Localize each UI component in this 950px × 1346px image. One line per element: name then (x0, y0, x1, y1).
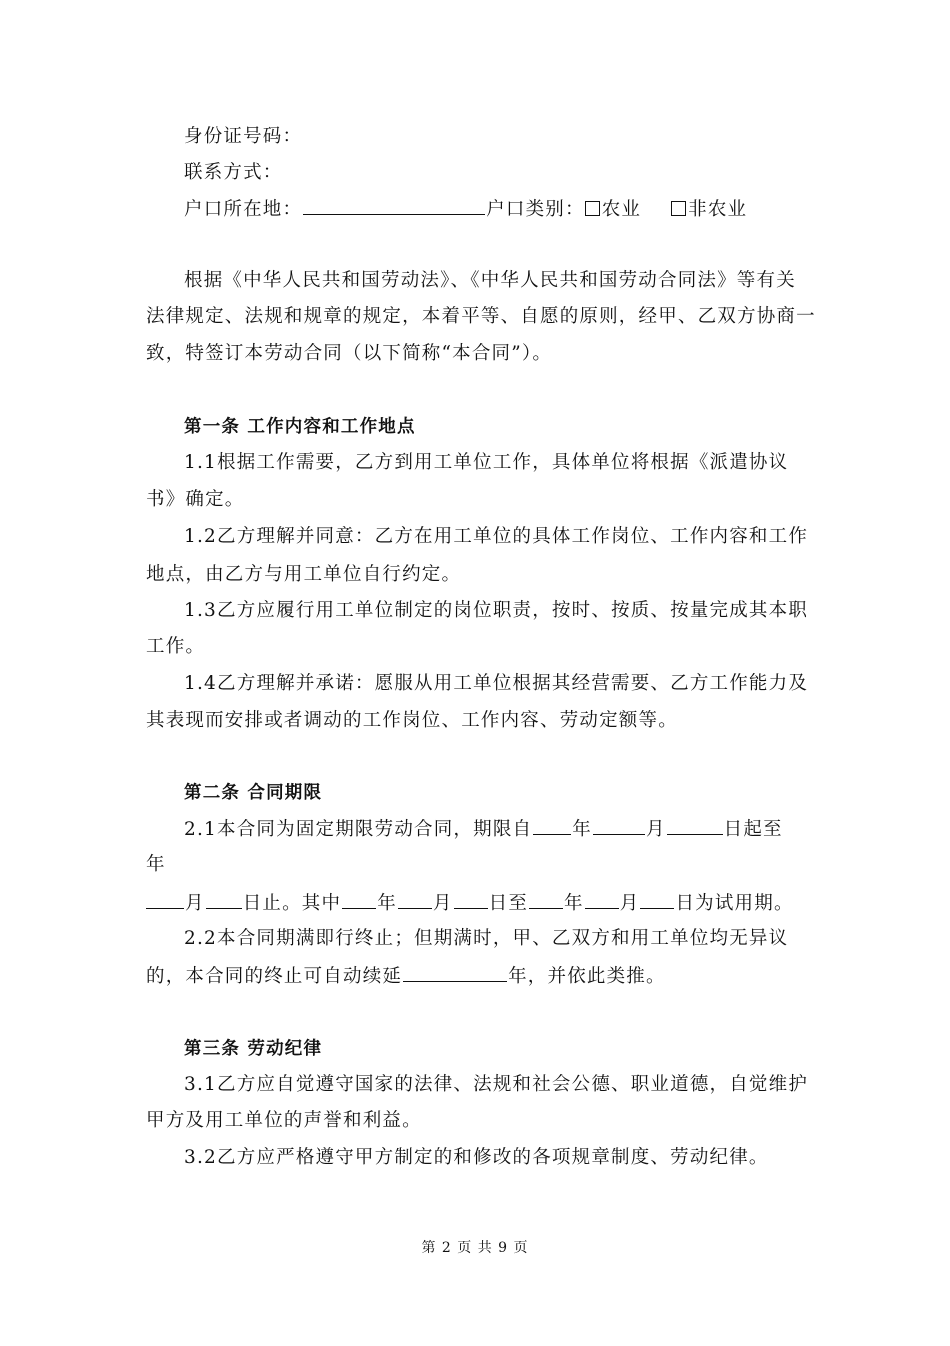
year-label: 年 (377, 893, 397, 914)
agri-option-label: 农业 (601, 199, 642, 220)
hukou-location-blank[interactable] (303, 196, 485, 215)
article-3-1-line-2: 甲方及用工单位的声誉和利益。 (146, 1110, 422, 1131)
article-1-title: 第一条 工作内容和工作地点 (184, 417, 416, 437)
article-1-4-line-2: 其表现而安排或者调动的工作岗位、工作内容、劳动定额等。 (146, 710, 678, 731)
article-1-2-line-2: 地点，由乙方与用工单位自行约定。 (146, 564, 462, 585)
contact-label: 联系方式： (184, 162, 283, 183)
start-year-blank[interactable] (533, 816, 571, 835)
end-month-blank[interactable] (146, 890, 184, 909)
article-2-2-tail: 年，并依此类推。 (508, 966, 666, 987)
article-1-3-line-2: 工作。 (146, 636, 206, 657)
article-3-2-line-1: 3.2乙方应严格遵守甲方制定的和修改的各项规章制度、劳动纪律。 (184, 1147, 769, 1168)
day-from-label: 日起至 (723, 819, 783, 840)
article-2-2-line-2 (146, 963, 810, 990)
page-number-footer: 第 2 页 共 9 页 (421, 1240, 529, 1256)
month-label: 月 (645, 819, 666, 840)
month-label: 月 (185, 893, 205, 914)
hukou-location-label: 户口所在地： (184, 199, 303, 220)
start-day-blank[interactable] (667, 816, 723, 835)
renewal-years-blank[interactable] (403, 963, 507, 982)
probation-start-day-blank[interactable] (454, 890, 488, 909)
day-label: 日至 (488, 893, 529, 914)
probation-start-year-blank[interactable] (342, 890, 376, 909)
probation-end-month-blank[interactable] (585, 890, 619, 909)
article-1-4-line-1: 1.4乙方理解并承诺：愿服从用工单位根据其经营需要、乙方工作能力及 (184, 673, 809, 694)
agri-checkbox[interactable] (585, 201, 600, 216)
id-number-label: 身份证号码： (184, 126, 303, 147)
article-2-1-line-3 (146, 890, 810, 917)
article-3-title: 第三条 劳动纪律 (184, 1039, 323, 1059)
article-2-1-line-1 (184, 816, 848, 843)
article-2-2-line-1: 2.2本合同期满即行终止；但期满时，甲、乙双方和用工单位均无异议 (184, 928, 789, 949)
start-month-blank[interactable] (593, 816, 645, 835)
day-to-label: 日止。其中 (242, 893, 342, 914)
probation-start-month-blank[interactable] (398, 890, 432, 909)
preamble-line-1: 根据《中华人民共和国劳动法》、《中华人民共和国劳动合同法》等有关 (184, 270, 796, 291)
contact-field (184, 160, 848, 186)
article-1-3-line-1: 1.3乙方应履行用工单位制定的岗位职责，按时、按质、按量完成其本职 (184, 600, 809, 621)
preamble-line-2: 法律规定、法规和规章的规定，本着平等、自愿的原则，经甲、乙双方协商一 (146, 306, 816, 327)
id-number-field (184, 124, 848, 150)
probation-end-day-blank[interactable] (640, 890, 674, 909)
non-agri-option-label: 非农业 (688, 199, 748, 220)
year-label: 年 (572, 819, 592, 840)
article-1-1-line-1: 1.1根据工作需要，乙方到用工单位工作，具体单位将根据《派遣协议 (184, 452, 789, 473)
article-2-1-line-2: 年 (146, 854, 166, 875)
article-2-2-text: 的，本合同的终止可自动续延 (146, 966, 403, 987)
non-agri-checkbox[interactable] (671, 201, 686, 216)
article-2-1-text: 2.1本合同为固定期限劳动合同，期限自 (184, 819, 533, 840)
end-day-blank[interactable] (206, 890, 242, 909)
article-1-1-line-2: 书》确定。 (146, 489, 245, 510)
hukou-field (184, 196, 848, 223)
hukou-type-label: 户口类别： (486, 199, 585, 220)
probation-label: 日为试用期。 (675, 893, 794, 914)
month-label: 月 (619, 893, 640, 914)
article-2-title: 第二条 合同期限 (184, 783, 323, 803)
probation-end-year-blank[interactable] (529, 890, 563, 909)
year-label: 年 (564, 893, 584, 914)
month-label: 月 (432, 893, 453, 914)
article-1-2-line-1: 1.2乙方理解并同意：乙方在用工单位的具体工作岗位、工作内容和工作 (184, 526, 809, 547)
preamble-line-3: 致，特签订本劳动合同（以下简称“本合同”）。 (146, 343, 553, 364)
article-3-1-line-1: 3.1乙方应自觉遵守国家的法律、法规和社会公德、职业道德，自觉维护 (184, 1074, 809, 1095)
